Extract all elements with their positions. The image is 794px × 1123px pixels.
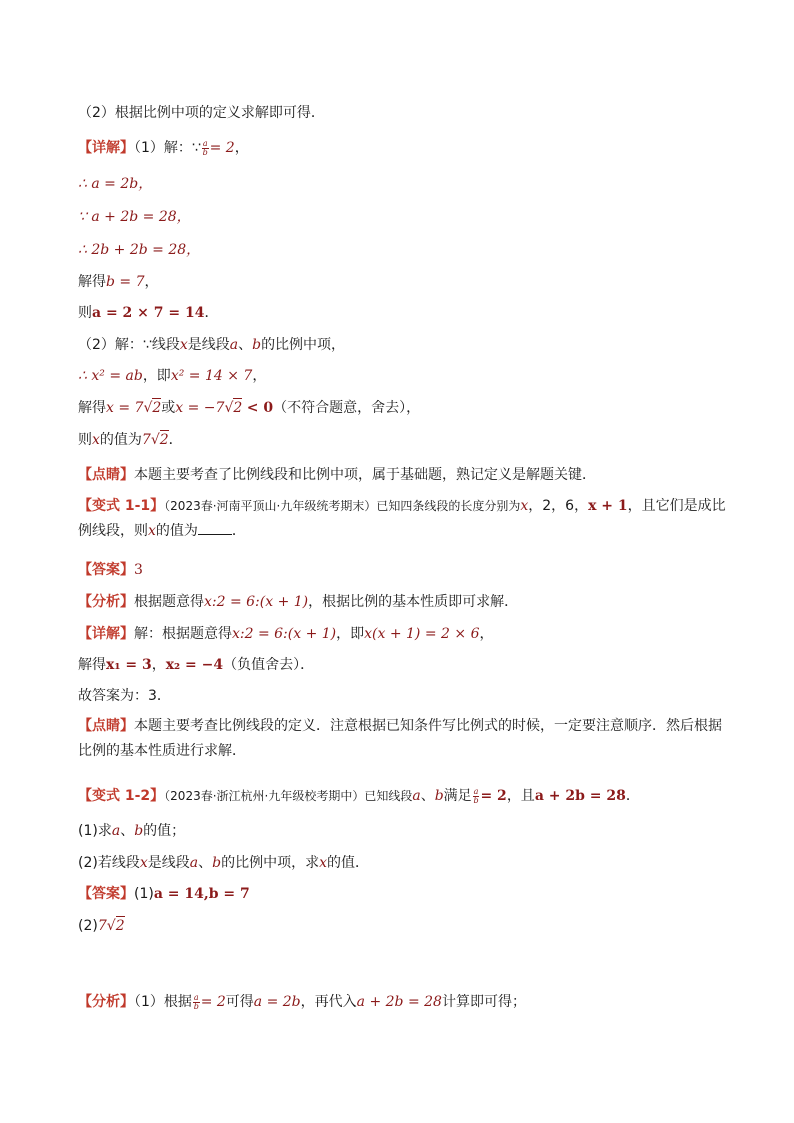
line-answer-1-2-part2: (2)7√2 <box>78 918 125 934</box>
tag-answer: 【答案】 <box>78 886 134 902</box>
line-final-answer-1-1: 故答案为：3． <box>78 688 171 704</box>
line-comment-1: 【点睛】本题主要考查了比例线段和比例中项，属于基础题，熟记定义是解题关键． <box>78 467 596 483</box>
line-solve-1-1: 解得x₁ = 3，x₂ = −4（负值舍去）． <box>78 657 315 673</box>
tag-comment: 【点睛】 <box>78 718 134 734</box>
line-step-substitute: ∴ 2b + 2b = 28， <box>78 242 201 258</box>
problem-variant-1-1: 【变式 1-1】（2023春·河南平顶山·九年级统考期末）已知四条线段的长度分别为x，2，6，x + 1，且它们是成比例线段，则x的值为 ． <box>78 498 726 539</box>
line-analysis-part2: （2）根据比例中项的定义求解即可得． <box>78 105 325 121</box>
line-x-value: 则x的值为7√2． <box>78 432 183 448</box>
line-detail-1: 【详解】（1）解：∵ $\frac{a}{b}$ = 2， <box>78 138 249 157</box>
fraction-a-over-b: $\frac{a}{b}$ <box>473 786 479 805</box>
line-solve-x: 解得x = 7√2或x = −7√2 < 0（不符合题意，舍去）， <box>78 400 421 416</box>
sqrt-icon: √ <box>106 918 116 934</box>
problem-variant-1-2: 【变式 1-2】（2023春·浙江杭州·九年级校考期中）已知线段a、b满足 $\frac{a}{b}$ = 2，且a + 2b = 28． <box>78 786 640 805</box>
sqrt-icon: √ <box>150 432 160 448</box>
line-solve-b: 解得b = 7， <box>78 274 159 290</box>
answer-blank <box>198 520 232 535</box>
line-part2-solution: （2）解：∵线段x是线段a、b的比例中项， <box>78 337 346 353</box>
tag-variant: 【变式 1-1】 <box>78 498 165 514</box>
tag-detail: 【详解】 <box>78 626 134 642</box>
tag-analysis: 【分析】 <box>78 594 134 610</box>
line-then-a: 则a = 2 × 7 = 14． <box>78 305 219 321</box>
tag-analysis: 【分析】 <box>78 994 134 1010</box>
tag-answer: 【答案】 <box>78 562 134 578</box>
line-detail-1-1: 【详解】解：根据题意得x:2 = 6:(x + 1)，即x(x + 1) = 2 × 6， <box>78 626 494 642</box>
tag-comment: 【点睛】 <box>78 467 134 483</box>
line-question-1: (1)求a、b的值； <box>78 823 186 839</box>
line-step-a-eq-2b: ∴ a = 2b， <box>78 176 153 192</box>
sqrt-icon: √ <box>143 400 153 416</box>
line-x-squared: ∴ x² = ab，即x² = 14 × 7， <box>78 368 267 384</box>
line-analysis-1-2: 【分析】（1）根据 $\frac{a}{b}$ = 2可得a = 2b，再代入a + 2b = 28计算即可得； <box>78 992 526 1011</box>
fraction-a-over-b: $\frac{a}{b}$ <box>202 138 208 157</box>
line-comment-1-1: 【点睛】本题主要考查比例线段的定义．注意根据已知条件写比例式的时候，一定要注意顺序．然后根据比例的基本性质进行求解． <box>78 718 722 759</box>
line-answer-1-1: 【答案】3 <box>78 562 143 578</box>
line-step-given: ∵ a + 2b = 28， <box>78 209 191 225</box>
line-question-2: (2)若线段x是线段a、b的比例中项，求x的值． <box>78 855 369 871</box>
tag-detail: 【详解】 <box>78 140 134 156</box>
line-analysis-1-1: 【分析】根据题意得x:2 = 6:(x + 1)，根据比例的基本性质即可求解． <box>78 594 519 610</box>
tag-variant: 【变式 1-2】 <box>78 788 165 804</box>
line-answer-1-2: 【答案】(1)a = 14,b = 7 <box>78 886 250 902</box>
fraction-a-over-b: $\frac{a}{b}$ <box>193 992 199 1011</box>
sqrt-icon: √ <box>224 400 234 416</box>
